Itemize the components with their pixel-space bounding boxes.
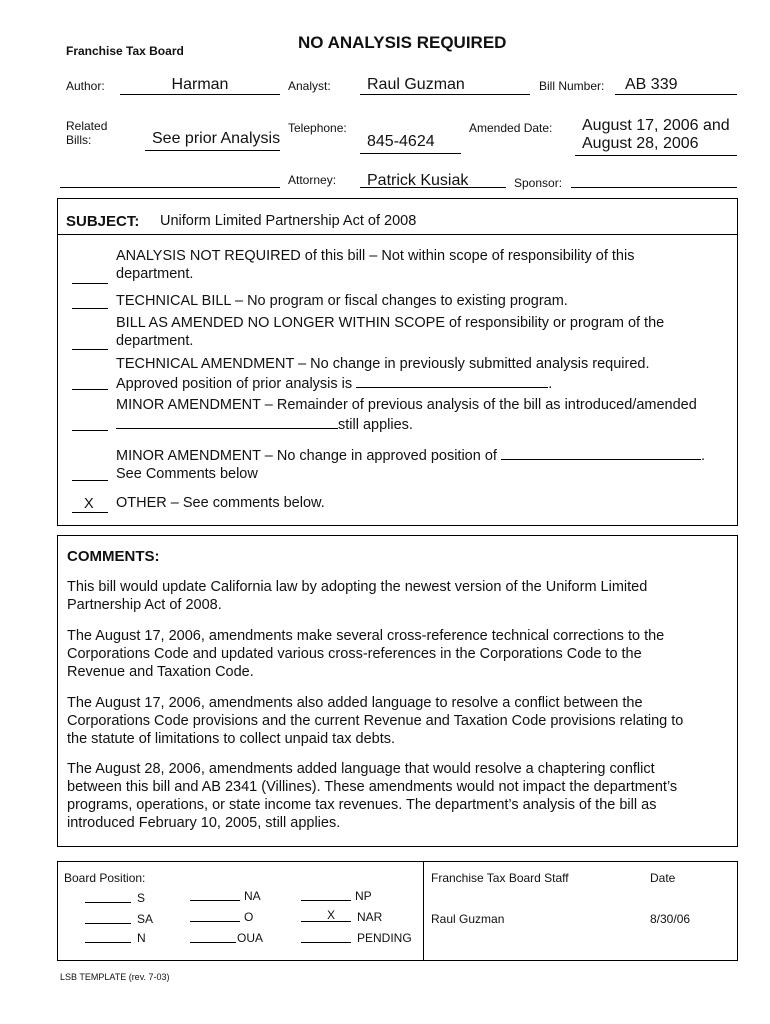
option6-position-blank bbox=[501, 445, 701, 460]
option6-line1 bbox=[116, 445, 705, 465]
comment-line: Corporations Code and updated various cross-references in the Corporations Code to the bbox=[67, 646, 642, 662]
option3-blank bbox=[72, 349, 108, 350]
comment-line: This bill would update California law by adopting the newest version of the Uniform Limited bbox=[67, 579, 648, 595]
board-s-blank bbox=[85, 902, 131, 903]
bill-number-label: Bill Number: bbox=[539, 79, 605, 93]
board-pending-label: PENDING bbox=[357, 931, 412, 945]
comment-line: The August 17, 2006, amendments also added language to resolve a conflict between the bbox=[67, 695, 643, 711]
comment-line: Revenue and Taxation Code. bbox=[67, 664, 254, 680]
sponsor-underline bbox=[571, 187, 737, 188]
option4-line1: TECHNICAL AMENDMENT – No change in previously submitted analysis required. bbox=[116, 356, 650, 372]
option5-text bbox=[116, 396, 697, 434]
author-underline bbox=[120, 94, 280, 95]
board-position-box bbox=[57, 861, 738, 961]
staff-date: 8/30/06 bbox=[650, 912, 691, 926]
comment-line: programs, operations, or state income tax revenues. The department’s analysis of the bill as bbox=[67, 797, 657, 813]
amended-date-value bbox=[582, 117, 730, 153]
option5-blank-fill bbox=[116, 414, 338, 429]
attorney-value: Patrick Kusiak bbox=[367, 172, 469, 189]
date-label: Date bbox=[650, 871, 676, 885]
option1-blank bbox=[72, 283, 108, 284]
option1-line1: ANALYSIS NOT REQUIRED of this bill – Not within scope of responsibility of this bbox=[116, 248, 635, 264]
comment-line: between this bill and AB 2341 (Villines). These amendments would not impact the department’s bbox=[67, 779, 678, 795]
staff-label: Franchise Tax Board Staff bbox=[431, 871, 569, 885]
option1-text bbox=[116, 247, 634, 283]
board-o-blank bbox=[190, 921, 240, 922]
option4-line2 bbox=[116, 373, 650, 393]
option6-blank bbox=[72, 480, 108, 481]
option4-line2-period: . bbox=[548, 376, 553, 392]
board-n-label: N bbox=[137, 931, 146, 945]
comments-paragraph-4 bbox=[67, 760, 677, 832]
option4-line2-text: Approved position of prior analysis is bbox=[116, 376, 353, 392]
page-title: NO ANALYSIS REQUIRED bbox=[298, 33, 507, 52]
board-np-label: NP bbox=[355, 889, 372, 903]
board-sa-label: SA bbox=[137, 912, 154, 926]
analyst-underline bbox=[360, 94, 530, 95]
comment-line: Partnership Act of 2008. bbox=[67, 597, 222, 613]
attorney-underline bbox=[360, 187, 506, 188]
bill-number-value: AB 339 bbox=[625, 76, 678, 93]
author-label: Author: bbox=[66, 79, 105, 93]
staff-name: Raul Guzman bbox=[431, 912, 505, 926]
related-bills-value: See prior Analysis bbox=[152, 130, 281, 147]
comments-heading: COMMENTS: bbox=[67, 548, 160, 565]
telephone-label: Telephone: bbox=[288, 121, 347, 135]
board-oua-blank bbox=[190, 942, 236, 943]
board-sa-blank bbox=[85, 923, 131, 924]
option3-line1: BILL AS AMENDED NO LONGER WITHIN SCOPE of responsibility or program of the bbox=[116, 315, 665, 331]
telephone-underline bbox=[360, 153, 461, 154]
comments-paragraph-2 bbox=[67, 627, 664, 681]
analyst-value: Raul Guzman bbox=[367, 76, 465, 93]
telephone-value: 845-4624 bbox=[367, 133, 435, 150]
option6-line1-text: MINOR AMENDMENT – No change in approved position of bbox=[116, 448, 497, 464]
agency-name: Franchise Tax Board bbox=[66, 44, 184, 58]
comment-line: Corporations Code provisions and the current Revenue and Taxation Code provisions relating to bbox=[67, 713, 684, 729]
option4-position-blank bbox=[356, 373, 548, 388]
subject-divider bbox=[57, 234, 738, 235]
amended-date-line2: August 28, 2006 bbox=[582, 135, 699, 152]
blank-underline-left bbox=[60, 187, 280, 188]
option5-blank bbox=[72, 430, 108, 431]
board-nar-blank bbox=[301, 921, 351, 922]
template-footer: LSB TEMPLATE (rev. 7-03) bbox=[60, 972, 170, 982]
board-divider bbox=[423, 861, 424, 961]
analyst-label: Analyst: bbox=[288, 79, 331, 93]
option1-line2: department. bbox=[116, 266, 194, 282]
subject-value: Uniform Limited Partnership Act of 2008 bbox=[160, 213, 417, 229]
option5-line2-text: still applies. bbox=[338, 417, 413, 433]
sponsor-label: Sponsor: bbox=[514, 176, 563, 190]
comments-paragraph-3 bbox=[67, 694, 683, 748]
option7-mark: X bbox=[84, 496, 94, 512]
option7-text: OTHER – See comments below. bbox=[116, 495, 325, 511]
board-na-label: NA bbox=[244, 889, 261, 903]
board-position-label: Board Position: bbox=[64, 871, 146, 885]
option3-text bbox=[116, 314, 664, 350]
option6-line2: See Comments below bbox=[116, 466, 258, 482]
option4-text bbox=[116, 355, 650, 393]
option2-text: TECHNICAL BILL – No program or fiscal changes to existing program. bbox=[116, 293, 568, 309]
board-nar-mark: X bbox=[327, 908, 336, 922]
board-na-blank bbox=[190, 900, 240, 901]
author-value: Harman bbox=[171, 76, 229, 93]
board-o-label: O bbox=[244, 910, 254, 924]
option2-blank bbox=[72, 308, 108, 309]
related-label-line1: Related bbox=[66, 119, 108, 133]
option7-blank bbox=[72, 512, 108, 513]
comments-paragraph-1 bbox=[67, 578, 647, 614]
option6-line1-period: . bbox=[700, 448, 705, 464]
option3-line2: department. bbox=[116, 333, 194, 349]
amended-date-line1: August 17, 2006 and bbox=[582, 117, 730, 134]
comment-line: introduced February 10, 2005, still applies. bbox=[67, 815, 341, 831]
board-s-label: S bbox=[137, 891, 146, 905]
bill-number-underline bbox=[615, 94, 737, 95]
comment-line: The August 17, 2006, amendments make several cross-reference technical corrections to the bbox=[67, 628, 665, 644]
board-np-blank bbox=[301, 900, 351, 901]
comment-line: the statute of limitations to collect unpaid tax debts. bbox=[67, 731, 396, 747]
board-pending-blank bbox=[301, 942, 351, 943]
related-label-line2: Bills: bbox=[66, 133, 92, 147]
attorney-label: Attorney: bbox=[288, 173, 337, 187]
amended-underline bbox=[575, 155, 737, 156]
related-underline bbox=[145, 150, 280, 151]
related-bills-label bbox=[66, 119, 107, 147]
board-n-blank bbox=[85, 942, 131, 943]
subject-label: SUBJECT: bbox=[66, 213, 140, 230]
board-nar-label: NAR bbox=[357, 910, 383, 924]
board-oua-label: OUA bbox=[237, 931, 264, 945]
option5-line1: MINOR AMENDMENT – Remainder of previous analysis of the bill as introduced/amended bbox=[116, 397, 697, 413]
option4-blank bbox=[72, 389, 108, 390]
option5-line2 bbox=[116, 414, 697, 434]
option6-text bbox=[116, 445, 705, 483]
amended-date-label: Amended Date: bbox=[469, 121, 553, 135]
comment-line: The August 28, 2006, amendments added language that would resolve a chaptering conflict bbox=[67, 761, 655, 777]
